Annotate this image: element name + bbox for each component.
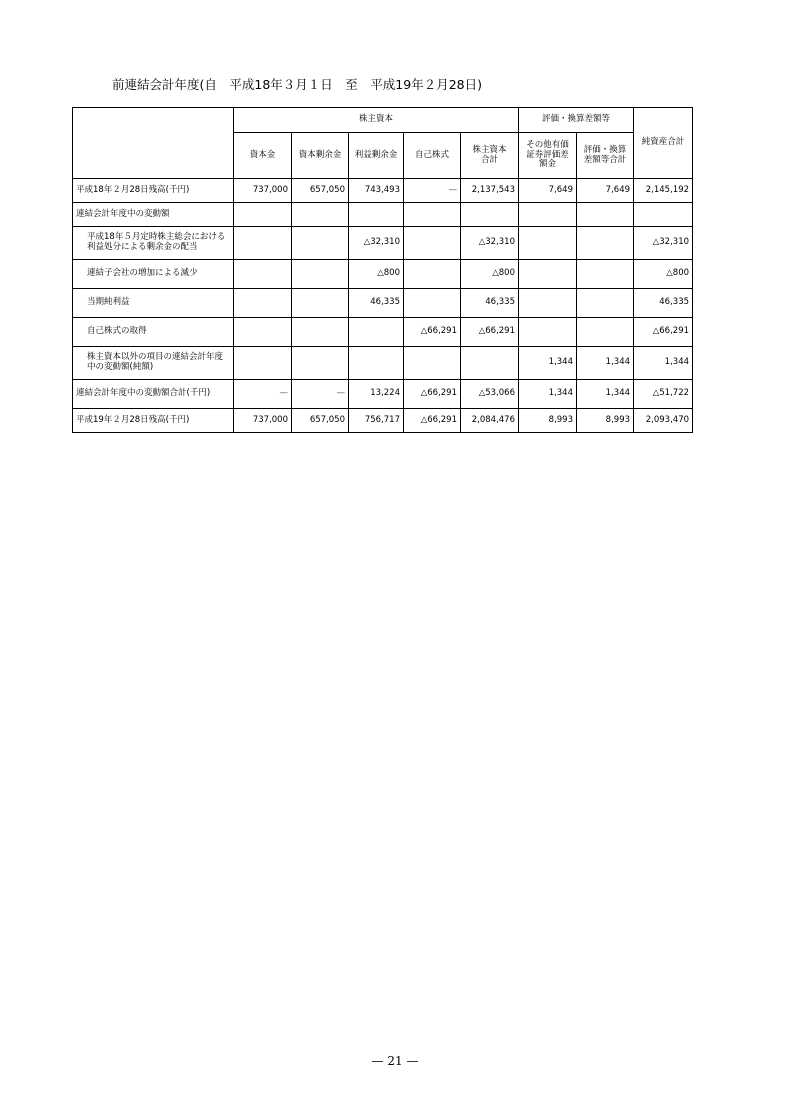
cell-value: △66,291: [404, 409, 461, 433]
cell-value: [404, 203, 461, 227]
row-label: 平成18年２月28日残高(千円): [73, 179, 234, 203]
cell-value: [234, 318, 292, 347]
page-title: 前連結会計年度(自 平成18年３月１日 至 平成19年２月28日): [112, 77, 482, 92]
cell-value: 46,335: [634, 289, 693, 318]
cell-value: 7,649: [577, 179, 634, 203]
cell-value: [292, 318, 349, 347]
cell-value: [577, 227, 634, 260]
cell-value: [404, 260, 461, 289]
cell-value: △51,722: [634, 380, 693, 409]
cell-value: 2,145,192: [634, 179, 693, 203]
cell-value: △800: [349, 260, 404, 289]
cell-value: 657,050: [292, 409, 349, 433]
cell-value: [292, 289, 349, 318]
row-label: 平成18年５月定時株主総会における利益処分による剰余金の配当: [73, 227, 234, 260]
page-number: — 21 —: [371, 1054, 419, 1068]
cell-value: [349, 347, 404, 380]
table-row: [73, 347, 693, 380]
header-retained-earnings: 利益剰余金: [349, 133, 404, 179]
cell-value: 46,335: [349, 289, 404, 318]
header-blank-cell: [73, 108, 234, 179]
cell-value: △66,291: [404, 318, 461, 347]
table-row: [73, 227, 693, 260]
cell-value: 1,344: [577, 380, 634, 409]
header-valuation-total: 評価・換算 差額等合計: [577, 133, 634, 179]
header-capital: 資本金: [234, 133, 292, 179]
row-label: 株主資本以外の項目の連結会計年度中の変動額(純額): [73, 347, 234, 380]
cell-value: 1,344: [519, 380, 577, 409]
cell-value: [292, 227, 349, 260]
cell-value: [461, 203, 519, 227]
cell-value: 2,093,470: [634, 409, 693, 433]
row-label: 連結子会社の増加による減少: [73, 260, 234, 289]
cell-value: [519, 318, 577, 347]
cell-value: 657,050: [292, 179, 349, 203]
cell-value: [519, 203, 577, 227]
cell-value: [234, 289, 292, 318]
cell-value: [234, 203, 292, 227]
table-row: [73, 203, 693, 227]
table-row: [73, 179, 693, 203]
cell-value: 1,344: [577, 347, 634, 380]
cell-value: △800: [634, 260, 693, 289]
cell-value: [404, 347, 461, 380]
row-label: 連結会計年度中の変動額合計(千円): [73, 380, 234, 409]
cell-value: 756,717: [349, 409, 404, 433]
cell-value: [519, 289, 577, 318]
cell-value: 2,137,543: [461, 179, 519, 203]
cell-value: △66,291: [404, 380, 461, 409]
table-row: [73, 260, 693, 289]
cell-value: [234, 260, 292, 289]
row-label: 自己株式の取得: [73, 318, 234, 347]
cell-value: [519, 227, 577, 260]
row-label: 当期純利益: [73, 289, 234, 318]
cell-value: 1,344: [519, 347, 577, 380]
cell-value: 743,493: [349, 179, 404, 203]
cell-value: [292, 347, 349, 380]
cell-value: △32,310: [634, 227, 693, 260]
cell-value: [292, 260, 349, 289]
table-row: [73, 409, 693, 433]
row-label: 連結会計年度中の変動額: [73, 203, 234, 227]
header-shareholders-equity: 株主資本: [234, 108, 519, 133]
cell-value: △32,310: [461, 227, 519, 260]
header-row-groups: [73, 108, 693, 133]
header-valuation-adjustments: 評価・換算差額等: [519, 108, 634, 133]
cell-value: [577, 289, 634, 318]
cell-value: —: [234, 380, 292, 409]
cell-value: 2,084,476: [461, 409, 519, 433]
cell-value: [349, 203, 404, 227]
cell-value: [577, 260, 634, 289]
cell-value: 737,000: [234, 409, 292, 433]
cell-value: [577, 318, 634, 347]
table-row: [73, 318, 693, 347]
cell-value: [349, 318, 404, 347]
cell-value: 7,649: [519, 179, 577, 203]
cell-value: [461, 347, 519, 380]
cell-value: [519, 260, 577, 289]
cell-value: △800: [461, 260, 519, 289]
cell-value: 13,224: [349, 380, 404, 409]
header-securities-valuation: その他有価 証券評価差 額金: [519, 133, 577, 179]
cell-value: 1,344: [634, 347, 693, 380]
cell-value: [234, 227, 292, 260]
equity-statement-table: [72, 107, 693, 433]
cell-value: 8,993: [519, 409, 577, 433]
header-net-assets-total: 純資産合計: [634, 108, 693, 179]
header-treasury-stock: 自己株式: [404, 133, 461, 179]
cell-value: 46,335: [461, 289, 519, 318]
cell-value: [234, 347, 292, 380]
cell-value: 8,993: [577, 409, 634, 433]
cell-value: △66,291: [461, 318, 519, 347]
cell-value: —: [292, 380, 349, 409]
cell-value: [292, 203, 349, 227]
cell-value: [404, 227, 461, 260]
table-row: [73, 380, 693, 409]
header-shareholders-total: 株主資本 合計: [461, 133, 519, 179]
cell-value: △53,066: [461, 380, 519, 409]
cell-value: [404, 289, 461, 318]
cell-value: △66,291: [634, 318, 693, 347]
cell-value: [634, 203, 693, 227]
table-row: [73, 289, 693, 318]
header-capital-surplus: 資本剰余金: [292, 133, 349, 179]
cell-value: [577, 203, 634, 227]
cell-value: △32,310: [349, 227, 404, 260]
cell-value: —: [404, 179, 461, 203]
row-label: 平成19年２月28日残高(千円): [73, 409, 234, 433]
cell-value: 737,000: [234, 179, 292, 203]
